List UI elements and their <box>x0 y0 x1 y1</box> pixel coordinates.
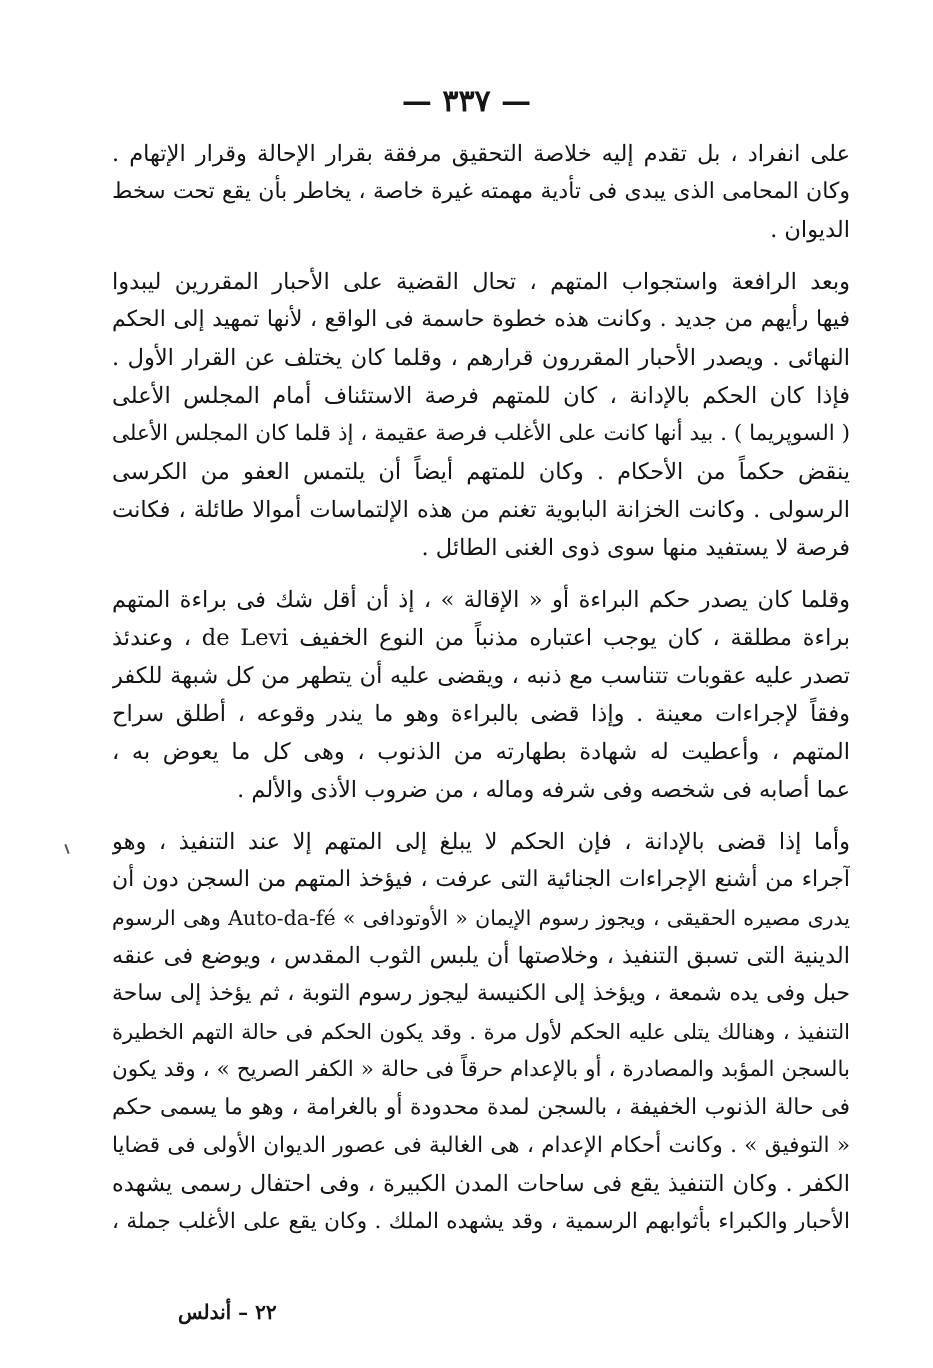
text-line: التنفيذ ، وهنالك يتلى عليه الحكم لأول مرة . وقد يكون الحكم فى حالة التهم الخطيرة <box>112 1020 850 1044</box>
text-line: الرسولى . وكانت الخزانة البابوية تغنم من هذه الإلتماسات أموالا طائلة ، فكانت <box>112 497 850 523</box>
text-line: بالسجن المؤبد والمصادرة ، أو بالإعدام حرقاً فى حالة « الكفر الصريح » ، وقد يكون <box>112 1057 850 1082</box>
text-line: عما أصابه فى شخصه وفى شرفه وماله ، من ضروب الأذى والألم . <box>237 777 850 803</box>
text-line: براءة مطلقة ، كان يوجب اعتباره مذنباً من النوع الخفيف de Levi ، وعندئذ <box>112 625 850 651</box>
paragraph <box>112 581 850 809</box>
text-line: فرصة لا يستفيد منها سوى ذوى الغنى الطائل . <box>421 535 850 561</box>
text-line: الأحبار والكبراء بأثوابهم الرسمية ، وقد يشهده الملك . وكان يقع على الأغلب جملة ، <box>112 1209 850 1234</box>
signature-mark: ٢٢ – أندلس <box>178 1300 277 1324</box>
text-line: ينقض حكماً من الأحكام . وكان للمتهم أيضاً أن يلتمس العفو من الكرسى <box>112 459 850 485</box>
paragraph <box>112 263 850 567</box>
text-line: فى حالة الذنوب الخفيفة ، بالسجن لمدة محدودة أو بالغرامة ، وهو ما يسمى حكم <box>112 1095 850 1120</box>
text-line: آجراء من أشنع الإجراءات الجنائية التى عرفت ، فيؤخذ المتهم من السجن دون أن <box>112 867 850 892</box>
text-line: تصدر عليه عقوبات تتناسب مع ذنبه ، ويقضى عليه أن يتطهر من كل شبهة للكفر <box>112 663 850 689</box>
text-line: فيها رأيهم من جديد . وكانت هذه خطوة حاسمة فى الواقع ، لأنها تمهيد إلى الحكم <box>112 307 850 332</box>
text-line: يدرى مصيره الحقيقى ، ويجوز رسوم الإيمان « الأوتودافى » Auto-da-fé وهى الرسوم <box>112 906 850 930</box>
text-line: فإذا كان الحكم بالإدانة ، كان للمتهم فرصة الاستئناف أمام المجلس الأعلى <box>112 383 850 409</box>
text-line: النهائى . ويصدر الأحبار المقررون قرارهم ، وقلما كان يختلف عن القرار الأول . <box>112 345 850 371</box>
paragraph <box>112 823 850 1241</box>
text-line: وقلما كان يصدر حكم البراءة أو « الإقالة » ، إذ أن أقل شك فى براءة المتهم <box>112 587 850 613</box>
text-line: الدينية التى تسبق التنفيذ ، وخلاصتها أن يلبس الثوب المقدس ، ويوضع فى عنقه <box>112 943 850 969</box>
page-number: — ٣٣٧ — <box>401 84 532 119</box>
text-line: وأما إذا قضى بالإدانة ، فإن الحكم لا يبلغ إلى المتهم إلا عند التنفيذ ، وهو <box>112 829 850 855</box>
text-line: ( السوپريما ) . بيد أنها كانت على الأغلب فرصة عقيمة ، إذ قلما كان المجلس الأعلى <box>112 421 850 446</box>
text-line: الكفر . وكان التنفيذ يقع فى ساحات المدن الكبيرة ، وفى احتفال رسمى يشهده <box>112 1171 850 1197</box>
text-line: المتهم ، وأعطيت له شهادة بطهارته من الذنوب ، وهى كل ما يعوض به ، <box>112 739 850 765</box>
text-line: وفقاً لإجراءات معينة . وإذا قضى بالبراءة وهو ما يندر وقوعه ، أطلق سراح <box>112 701 850 727</box>
margin-mark <box>64 844 69 854</box>
paragraph <box>112 135 850 249</box>
text-line: حبل وفى يده شمعة ، ويؤخذ إلى الكنيسة ليجوز رسوم التوبة ، ثم يؤخذ إلى ساحة <box>112 981 850 1006</box>
text-line: وبعد الرافعة واستجواب المتهم ، تحال القضية على الأحبار المقررين ليبدوا <box>112 269 850 295</box>
body-text <box>112 135 850 1241</box>
text-line: وكان المحامى الذى يبدى فى تأدية مهمته غيرة خاصة ، يخاطر بأن يقع تحت سخط <box>112 179 850 204</box>
text-line: « التوفيق » . وكانت أحكام الإعدام ، هى الغالبة فى عصور الديوان الأولى فى قضايا <box>112 1133 850 1158</box>
text-line: الديوان . <box>770 217 850 243</box>
text-line: على انفراد ، بل تقدم إليه خلاصة التحقيق مرفقة بقرار الإحالة وقرار الإتهام . <box>112 141 850 167</box>
